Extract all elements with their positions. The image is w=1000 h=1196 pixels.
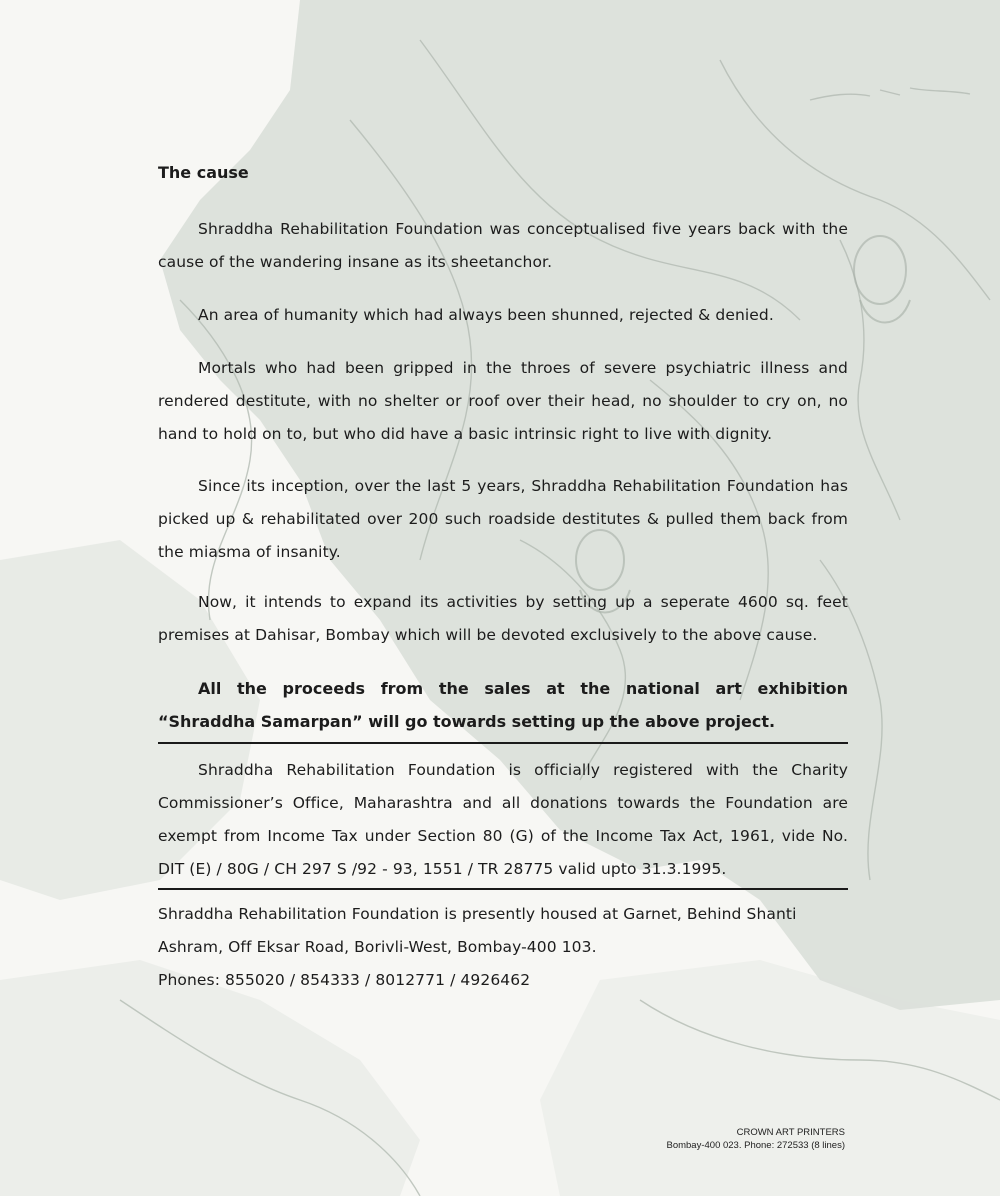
paragraph-mortals: Mortals who had been gripped in the throes of severe psychiatric illness and rendered destitute, with no shelter or roof over their head, no shoulder to cry on, no hand to hold on to, but who did have a basic intrinsic right to live with dignity. bbox=[158, 359, 848, 443]
paragraph-humanity: An area of humanity which had always been shunned, rejected & denied. bbox=[198, 306, 774, 324]
proceeds-statement: All the proceeds from the sales at the national art exhibition “Shraddha Samarpan” will go towards setting up the above project. bbox=[158, 679, 848, 731]
document-body bbox=[158, 160, 848, 997]
contact-block bbox=[158, 898, 848, 997]
phone-numbers: Phones: 855020 / 854333 / 8012771 / 4926462 bbox=[158, 971, 531, 989]
paragraph-inception: Since its inception, over the last 5 years, Shraddha Rehabilitation Foundation has picked up & rehabilitated over 200 such roadside destitutes & pulled them back from the miasma of insanity. bbox=[158, 477, 848, 561]
printer-details: Bombay-400 023. Phone: 272533 (8 lines) bbox=[666, 1140, 845, 1151]
printer-credit bbox=[666, 1126, 845, 1152]
paragraph-expansion: Now, it intends to expand its activities by setting up a seperate 4600 sq. feet premises at Dahisar, Bombay which will be devoted exclusively to the above cause. bbox=[158, 593, 848, 644]
printer-name: CROWN ART PRINTERS bbox=[736, 1127, 845, 1138]
registration-paragraph: Shraddha Rehabilitation Foundation is officially registered with the Charity Commissioner’s Office, Maharashtra and all donations towards the Foundation are exempt from Income Tax under Section 80 (G) of the Income Tax Act, 1961, vide No. DIT (E) / 80G / CH 297 S /92 - 93, 1551 / TR 28775 valid upto 31.3.1995. bbox=[158, 761, 848, 878]
address-line-2: Ashram, Off Eksar Road, Borivli-West, Bombay-400 103. bbox=[158, 938, 597, 956]
section-heading: The cause bbox=[158, 163, 249, 182]
paragraph-intro: Shraddha Rehabilitation Foundation was conceptualised five years back with the cause of the wandering insane as its sheetanchor. bbox=[158, 220, 848, 271]
address-line-1: Shraddha Rehabilitation Foundation is presently housed at Garnet, Behind Shanti bbox=[158, 905, 797, 923]
